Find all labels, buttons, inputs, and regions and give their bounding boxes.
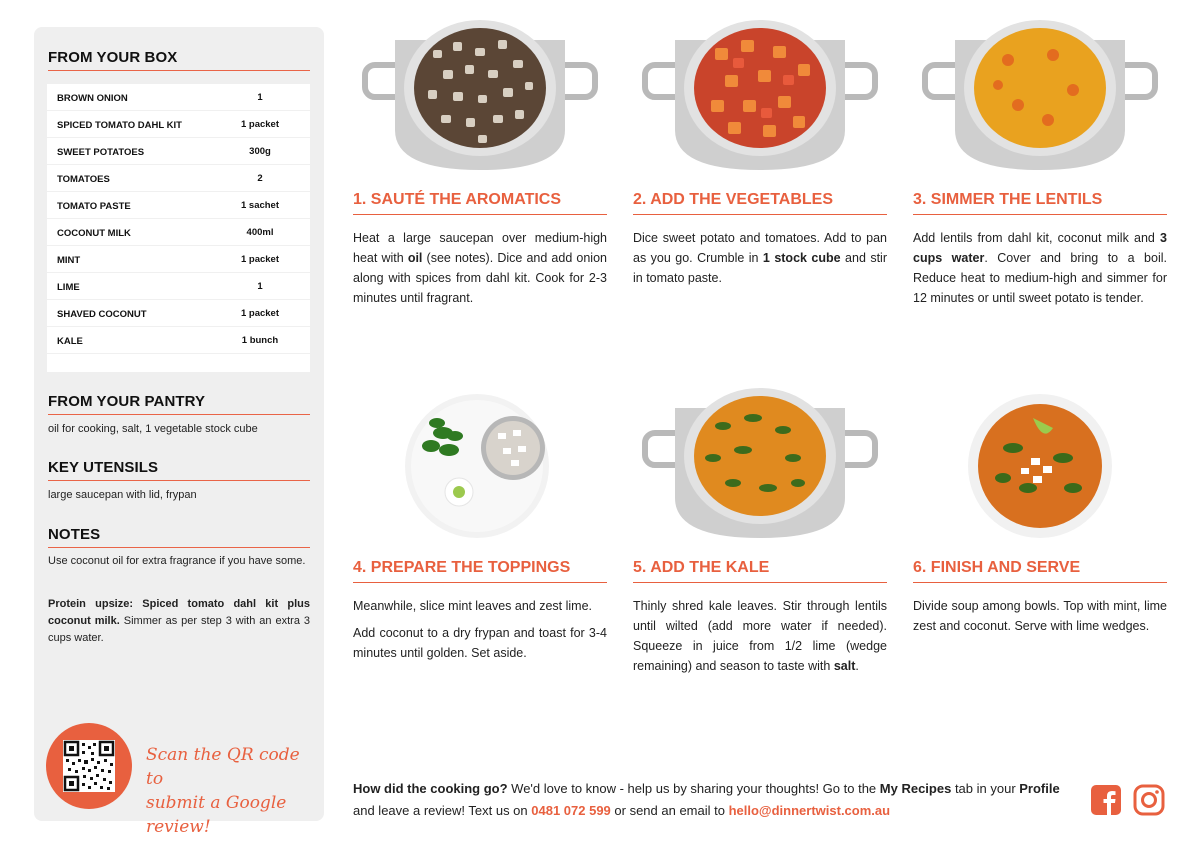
ingredient-row (47, 219, 310, 246)
step-5-image (633, 388, 887, 538)
footer-text-2: tab in your (951, 781, 1020, 796)
step-1-text-a: Heat a large saucepan over medium-high heat with (353, 231, 607, 265)
step-6-text: Divide soup among bowls. Top with mint, lime zest and coconut. Serve with lime wedges. (913, 599, 1167, 633)
my-recipes-link[interactable]: My Recipes (879, 781, 952, 796)
footer-text-3: and leave a review! Text us on (353, 802, 532, 818)
note-1: Use coconut oil for extra fragrance if you have some. (48, 555, 306, 567)
ingredient-name: LIME (57, 282, 80, 293)
step-6-title: 6. FINISH AND SERVE (913, 559, 1167, 583)
footer-question: How did the cooking go? (353, 781, 508, 796)
ingredient-name: TOMATO PASTE (57, 201, 131, 212)
ingredient-name: KALE (57, 336, 83, 347)
step-5-title: 5. ADD THE KALE (633, 559, 887, 583)
phone-link[interactable]: 0481 072 599 (531, 802, 611, 818)
note-2-rest: Simmer as per step 3 with an extra 3 cups water. (48, 615, 310, 644)
step-4-text (353, 596, 607, 670)
ingredient-qty: 1 (257, 281, 263, 292)
step-2-image (633, 20, 887, 170)
ingredient-row (47, 192, 310, 219)
ingredient-name: MINT (57, 255, 81, 266)
ingredient-qty: 1 sachet (240, 200, 280, 211)
step-5-text-c: . (855, 659, 859, 673)
ingredients-table (47, 84, 310, 372)
ingredient-row (47, 84, 310, 111)
ingredient-name: SWEET POTATOES (57, 147, 145, 158)
note-2 (48, 596, 310, 647)
qr-code-graphic (63, 740, 115, 792)
notes-heading: NOTES (48, 526, 310, 548)
ingredient-row (47, 300, 310, 327)
step-4-text-p2: Add coconut to a dry frypan and toast for 3-4 minutes until golden. Set aside. (353, 626, 607, 660)
pantry-text: oil for cooking, salt, 1 vegetable stock cube (48, 423, 258, 435)
ingredient-qty: 1 packet (240, 119, 280, 130)
step-5-text-bold: salt (833, 659, 856, 673)
profile-link[interactable]: Profile (1019, 781, 1060, 796)
step-6-image (913, 388, 1167, 538)
step-3-text-c: . Cover and bring to a boil. Reduce heat to medium-high and simmer for 12 minutes or until sweet potato is tender. (913, 251, 1167, 305)
step-1-text-bold: oil (407, 251, 423, 265)
ingredient-qty: 1 packet (240, 308, 280, 319)
step-5-text-a: Thinly shred kale leaves. Stir through lentils until wilted (add more water if needed). Squeeze in juice from 1/2 lime (wedge remaining) and season to taste with (633, 599, 887, 673)
key-utensils-heading: KEY UTENSILS (48, 459, 310, 481)
step-1-title: 1. SAUTÉ THE AROMATICS (353, 191, 607, 215)
step-3-text-a: Add lentils from dahl kit, coconut milk and (913, 231, 1161, 245)
step-2-text (633, 228, 887, 288)
qr-caption-line-2: submit a Google review! (146, 793, 287, 837)
ingredient-row (47, 138, 310, 165)
instagram-icon[interactable] (1133, 784, 1165, 816)
feedback-footer (353, 778, 1073, 821)
ingredient-row (47, 111, 310, 138)
step-1-image (353, 20, 607, 170)
ingredient-qty: 1 packet (240, 254, 280, 265)
step-3-image (913, 20, 1167, 170)
sidebar (34, 27, 324, 837)
ingredient-row (47, 273, 310, 300)
qr-code[interactable] (63, 740, 115, 792)
step-1-text-c: (see notes). Dice and add onion along with spices from dahl kit. Cook for 2-3 minutes until fragrant. (353, 251, 607, 305)
ingredient-qty: 400ml (246, 227, 274, 238)
ingredient-qty: 1 bunch (241, 335, 279, 346)
step-3-text (913, 228, 1167, 308)
step-4-image (353, 388, 607, 538)
ingredient-name: BROWN ONION (57, 93, 128, 104)
qr-caption (146, 743, 316, 839)
ingredient-name: TOMATOES (57, 174, 110, 185)
step-2-text-c: and stir in tomato paste. (633, 251, 887, 285)
ingredient-qty: 2 (257, 173, 263, 184)
step-3-text-bold: 3 cups water (913, 231, 1167, 265)
step-3-title: 3. SIMMER THE LENTILS (913, 191, 1167, 215)
ingredient-row (47, 246, 310, 273)
ingredient-row (47, 165, 310, 192)
step-4-title: 4. PREPARE THE TOPPINGS (353, 559, 607, 583)
ingredient-name: COCONUT MILK (57, 228, 131, 239)
ingredient-qty: 300g (249, 146, 271, 157)
footer-text-1: We'd love to know - help us by sharing your thoughts! Go to the (507, 781, 880, 796)
email-link[interactable]: hello@dinnertwist.com.au (728, 802, 891, 818)
step-4-text-p1: Meanwhile, slice mint leaves and zest lime. (353, 599, 592, 613)
qr-badge (46, 723, 132, 809)
step-2-text-bold: 1 stock cube (762, 251, 841, 265)
step-2-text-a: Dice sweet potato and tomatoes. Add to pan as you go. Crumble in (633, 231, 887, 265)
facebook-icon[interactable] (1090, 784, 1122, 816)
ingredient-name: SPICED TOMATO DAHL KIT (57, 120, 182, 131)
utensils-text: large saucepan with lid, frypan (48, 489, 197, 501)
step-2-title: 2. ADD THE VEGETABLES (633, 191, 887, 215)
step-1-text (353, 228, 607, 308)
ingredient-name: SHAVED COCONUT (57, 309, 147, 320)
ingredient-row (47, 327, 310, 354)
step-5-text (633, 596, 887, 676)
footer-text-4: or send an email to (610, 802, 729, 818)
note-2-bold: Protein upsize: Spiced tomato dahl kit plus coconut milk. (48, 598, 310, 627)
from-your-box-heading: FROM YOUR BOX (48, 49, 310, 71)
from-your-pantry-heading: FROM YOUR PANTRY (48, 393, 310, 415)
qr-caption-line-1: Scan the QR code to (146, 745, 300, 789)
ingredient-qty: 1 (257, 92, 263, 103)
